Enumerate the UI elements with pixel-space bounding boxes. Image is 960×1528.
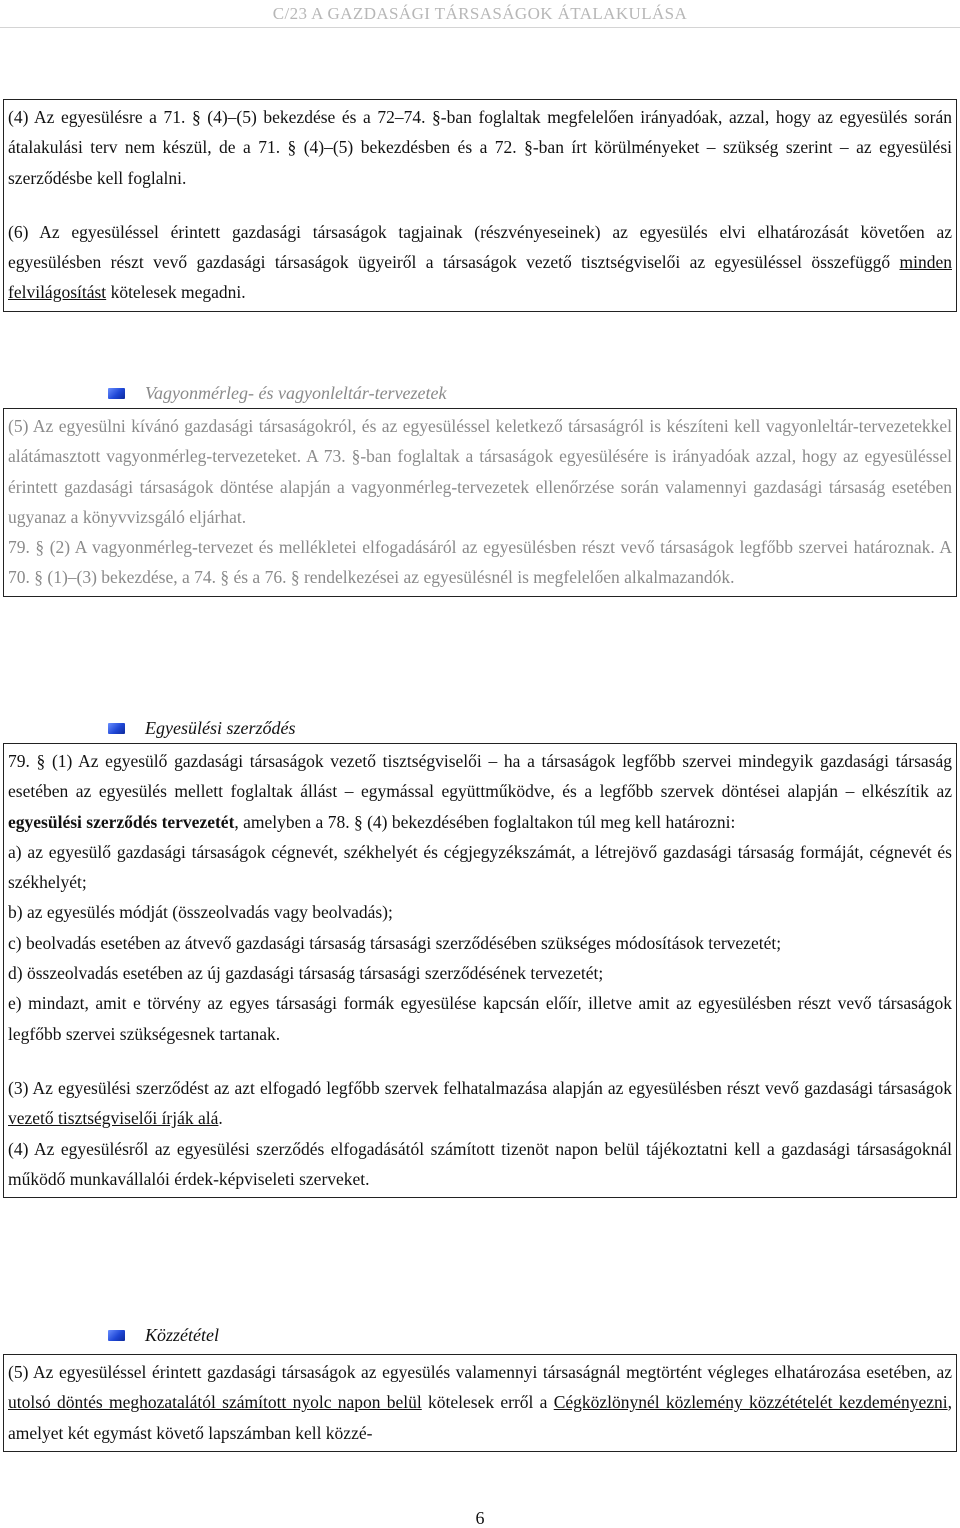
text-block-vagyonmerleg bbox=[3, 408, 957, 597]
paragraph-6-text: (6) Az egyesüléssel érintett gazdasági társaságok tagjainak (részvényeseinek) az egyesülés elvi elhatározását követően az egyesülésben részt vevő gazdasági társaságok ügyeiről a társaságok vezető tisztségviselői az egyesüléssel összefüggő bbox=[8, 221, 952, 273]
paragraph-79-1-text: 79. § (1) Az egyesülő gazdasági társaságok vezető tisztségviselői – ha a társaságok legfőbb szervei mindegyik gazdasági társaság esetében az egyesülés mellett foglaltak állást – egymással együttműködve, és a legfőbb szervek döntései alapján – elkészítik az bbox=[8, 751, 952, 802]
paragraph-3-end: . bbox=[218, 1108, 223, 1129]
section-heading-label: Vagyonmérleg- és vagyonleltár-tervezetek bbox=[145, 383, 447, 403]
bold-phrase: egyesülési szerződés tervezetét bbox=[8, 811, 235, 832]
paragraph-79-2: 79. § (2) A vagyonmérleg-tervezet és mellékletei elfogadásáról az egyesülésben részt vevő társaságok legfőbb szervei határoznak. A 70. § (1)–(3) bekezdése, a 74. § és a 76. § rendelkezései az egyesülésnél is megfelelően alkalmazandók. bbox=[8, 537, 952, 588]
list-item-c: c) beolvadás esetében az átvevő gazdasági társaság társasági szerződésében szükséges módosítások tervezetét; bbox=[8, 932, 782, 953]
page-number: 6 bbox=[475, 1508, 485, 1528]
text-block-szerzodes bbox=[3, 743, 957, 1198]
paragraph-5b-mid: kötelesek erről a bbox=[421, 1392, 554, 1413]
underlined-phrase: Cégközlönynél közlemény közzétételét kezdeményezni bbox=[553, 1392, 948, 1413]
section-heading-label: Egyesülési szerződés bbox=[145, 718, 296, 738]
paragraph-6-end: kötelesek megadni. bbox=[106, 282, 246, 303]
paragraph-79-1-end: , amelyben a 78. § (4) bekezdésében foglaltakon túl meg kell határozni: bbox=[234, 811, 736, 832]
paragraph-4: (4) Az egyesülésre a 71. § (4)–(5) bekezdése és a 72–74. §-ban foglaltak megfelelően irányadóak, azzal, hogy az egyesülés során átalakulási terv nem készül, de a 71. § (4)–(5) bekezdésben és a 72. §-ban írt körülményeket – szükség szerint – az egyesülési szerződésbe kell foglalni. bbox=[8, 107, 952, 188]
paragraph-6 bbox=[8, 217, 952, 308]
paragraph-79-1 bbox=[8, 746, 952, 837]
paragraph-4b: (4) Az egyesülésről az egyesülési szerződés elfogadásától számított tizenöt napon belül tájékoztatni kell a gazdasági társaságoknál működő munkavállalói érdek-képviseleti szerveket. bbox=[8, 1138, 952, 1189]
running-header: C/23 A GAZDASÁGI TÁRSASÁGOK ÁTALAKULÁSA bbox=[272, 4, 688, 23]
text-block-egyesules bbox=[3, 99, 957, 312]
paragraph-3 bbox=[8, 1073, 952, 1134]
section-heading-label: Közzététel bbox=[145, 1325, 219, 1345]
list-item-d: d) összeolvadás esetében az új gazdasági társaság társasági szerződésének tervezetét; bbox=[8, 963, 604, 984]
square-bullet-icon bbox=[108, 388, 125, 399]
header-divider bbox=[0, 27, 960, 28]
square-bullet-icon bbox=[108, 723, 125, 734]
list-item-a: a) az egyesülő gazdasági társaságok cégnevét, székhelyét és cégjegyzékszámát, a létrejövő gazdasági társaság formáját, cégnevét és székhelyét; bbox=[8, 841, 952, 893]
underlined-phrase: minden felvilágosítást bbox=[8, 252, 952, 303]
paragraph-5b-text: (5) Az egyesüléssel érintett gazdasági társaságok az egyesülés valamennyi társaságnál megtörtént végleges elhatározása esetében, az bbox=[8, 1362, 952, 1382]
underlined-phrase: utolsó döntés meghozatalától számított nyolc napon belül bbox=[8, 1392, 422, 1413]
square-bullet-icon bbox=[108, 1330, 125, 1341]
text-block-kozzetetel bbox=[3, 1354, 957, 1452]
paragraph-5b bbox=[8, 1357, 952, 1448]
paragraph-3-text: (3) Az egyesülési szerződést az azt elfogadó legfőbb szervek felhatalmazása alapján az egyesülésben részt vevő gazdasági társaságok bbox=[8, 1077, 952, 1098]
underlined-phrase: vezető tisztségviselői írják alá bbox=[8, 1108, 219, 1129]
list-item-e: e) mindazt, amit e törvény az egyes társasági formák egyesülése kapcsán előír, illetve amit az egyesülésben részt vevő társaságok legfőbb szervei szükségesnek tartanak. bbox=[8, 993, 952, 1044]
paragraph-5: (5) Az egyesülni kívánó gazdasági társaságokról, és az egyesüléssel keletkező társaságról is készíteni kell vagyonleltár-tervezetekkel alátámasztott vagyonmérleg-tervezeteket. A 73. §-ban foglaltak a társaságok egyesülésére is irányadóak azzal, hogy az egyesüléssel érintett gazdasági társaságok döntése alapján a vagyonmérleg-tervezetek ellenőrzése során valamennyi gazdasági társaság esetében ugyanaz a könyvvizsgáló eljárhat. bbox=[8, 416, 952, 527]
paragraph-5b-end: , amelyet két egymást követő lapszámban kell közzé- bbox=[8, 1392, 952, 1443]
list-item-b: b) az egyesülés módját (összeolvadás vagy beolvadás); bbox=[8, 902, 393, 923]
